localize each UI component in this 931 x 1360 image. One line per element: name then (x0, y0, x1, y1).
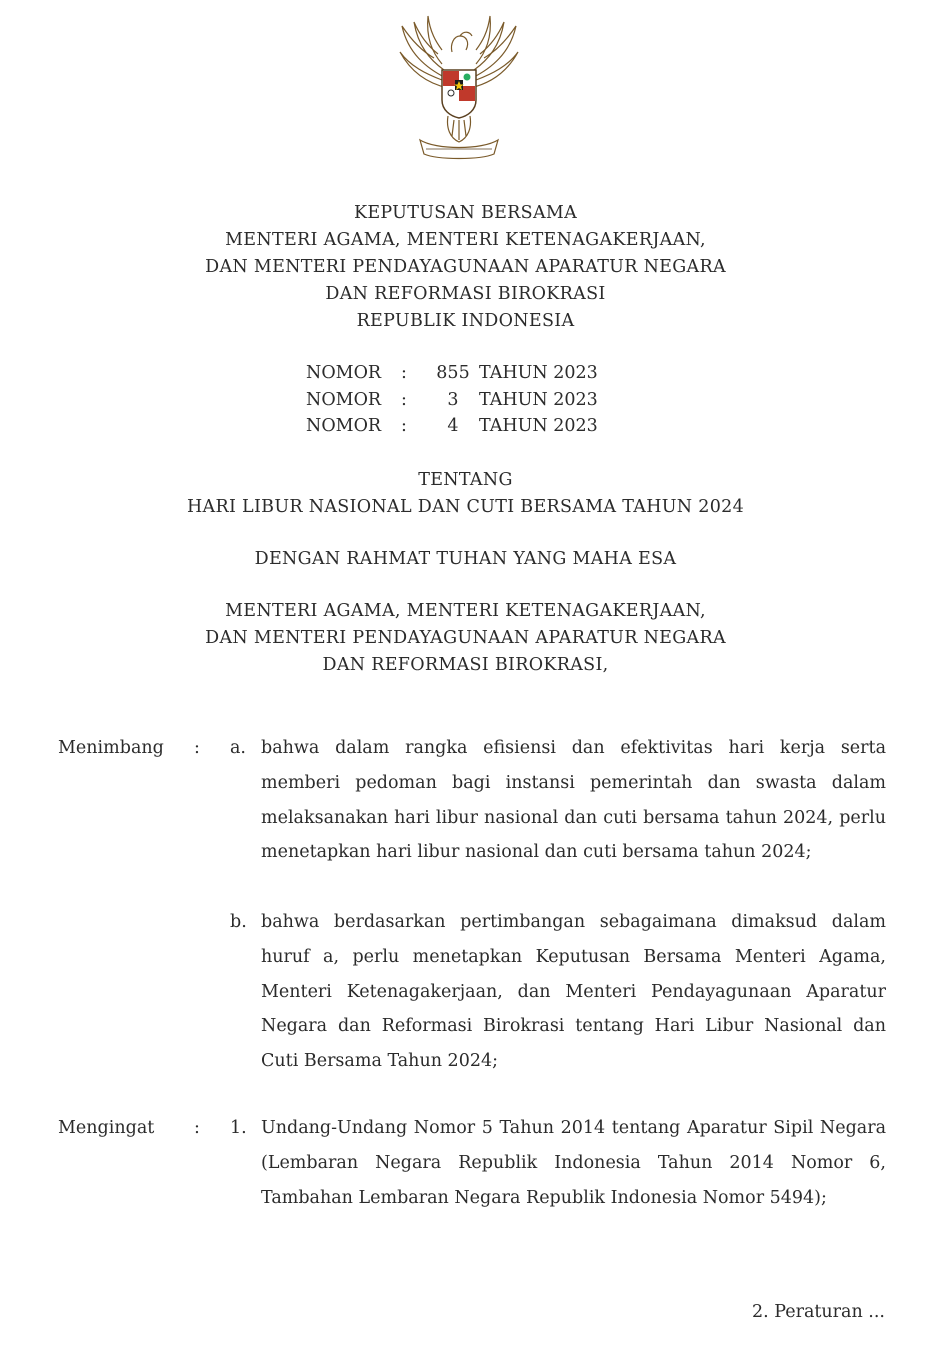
ministers-line: MENTERI AGAMA, MENTERI KETENAGAKERJAAN, (225, 601, 706, 621)
nomor-number: 4 (447, 416, 459, 436)
menimbang-colon: : (194, 738, 200, 758)
item-marker: 1. (230, 1118, 247, 1138)
nomor-number: 855 (436, 363, 470, 383)
nomor-row (306, 360, 626, 387)
nomor-colon: : (401, 363, 407, 383)
header-line: MENTERI AGAMA, MENTERI KETENAGAKERJAAN, (225, 230, 706, 250)
nomor-row (306, 387, 626, 414)
item-marker: b. (230, 912, 247, 932)
mengingat-item-1 (230, 1111, 886, 1215)
ministers-block (0, 598, 931, 679)
nomor-year: TAHUN 2023 (479, 363, 598, 383)
nomor-number: 3 (447, 389, 459, 410)
header-line: DAN REFORMASI BIROKRASI (325, 284, 606, 304)
nomor-colon: : (401, 416, 407, 436)
page-continuation: 2. Peraturan ... (751, 1302, 885, 1322)
menimbang-item-a (230, 731, 886, 870)
ministers-line: DAN REFORMASI BIROKRASI, (322, 655, 609, 675)
item-text: bahwa dalam rangka efisiensi dan efektivitas hari kerja serta memberi pedoman bagi instansi pemerintah dan swasta dalam melaksanakan hari libur nasional dan cuti bersama tahun 2024, perlu menetapkan hari libur nasional dan cuti bersama tahun 2024; (261, 738, 886, 863)
header-line: REPUBLIK INDONESIA (356, 311, 575, 331)
menimbang-section (58, 731, 886, 1081)
mengingat-colon: : (194, 1118, 200, 1138)
item-text: Undang-Undang Nomor 5 Tahun 2014 tentang Aparatur Sipil Negara (Lembaran Negara Republik Indonesia Tahun 2014 Nomor 6, Tambahan Lembaran Negara Republik Indonesia Nomor 5494); (261, 1118, 886, 1208)
document-title: HARI LIBUR NASIONAL DAN CUTI BERSAMA TAHUN 2024 (186, 497, 745, 517)
menimbang-item-b (230, 905, 886, 1079)
menimbang-label: Menimbang (58, 738, 164, 758)
tentang-label: TENTANG (418, 470, 513, 490)
nomor-year: TAHUN 2023 (479, 389, 598, 410)
garuda-pancasila-emblem (386, 8, 532, 160)
nomor-label: NOMOR (306, 389, 382, 410)
mengingat-label: Mengingat (58, 1118, 155, 1138)
decree-numbers (306, 360, 626, 440)
tentang-block (0, 467, 931, 521)
ministers-line: DAN MENTERI PENDAYAGUNAAN APARATUR NEGARA (205, 628, 726, 648)
rahmat-line: DENGAN RAHMAT TUHAN YANG MAHA ESA (254, 549, 677, 569)
mengingat-section (58, 1111, 886, 1251)
item-text: bahwa berdasarkan pertimbangan sebagaimana dimaksud dalam huruf a, perlu menetapkan Keputusan Bersama Menteri Agama, Menteri Ketenagakerjaan, dan Menteri Pendayagunaan Aparatur Negara dan Reformasi Birokrasi tentang Hari Libur Nasional dan Cuti Bersama Tahun 2024; (261, 912, 886, 1072)
document-header (0, 200, 931, 335)
nomor-row (306, 413, 626, 440)
nomor-label: NOMOR (306, 363, 382, 383)
nomor-colon: : (401, 389, 407, 410)
nomor-year: TAHUN 2023 (479, 416, 598, 436)
nomor-label: NOMOR (306, 416, 382, 436)
header-line: DAN MENTERI PENDAYAGUNAAN APARATUR NEGARA (205, 257, 726, 277)
item-marker: a. (230, 738, 246, 758)
header-line: KEPUTUSAN BERSAMA (353, 203, 578, 223)
